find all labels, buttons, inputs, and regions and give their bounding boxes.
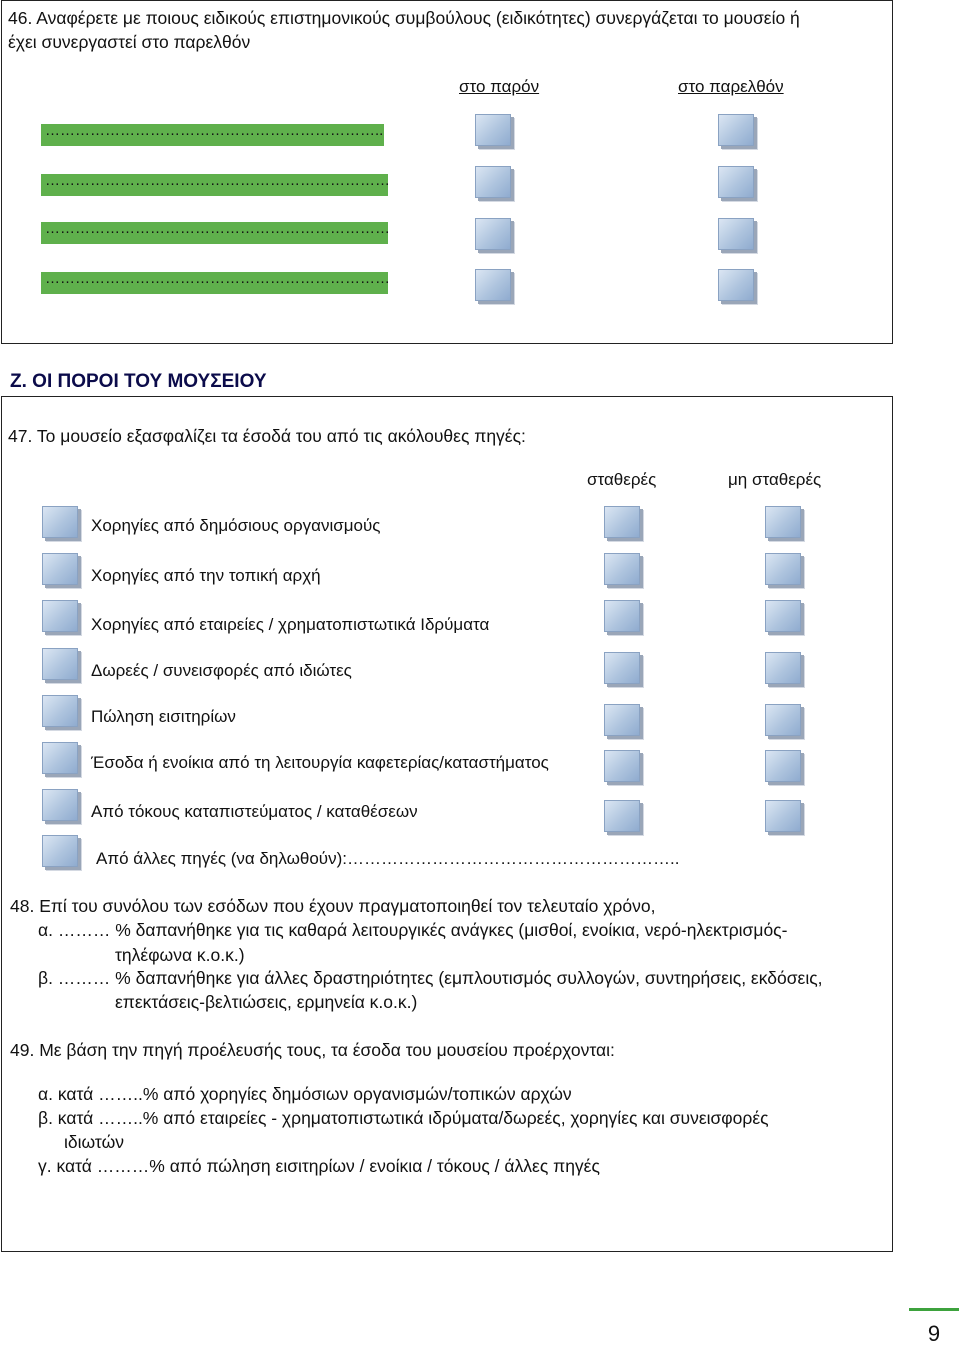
q47-fixed-checkbox-1[interactable] [604,506,640,538]
q46-blank-field-3[interactable]: …………………………………………………………… [41,222,388,244]
q49-item-a: α. κατά ……..% από χορηγίες δημόσιων οργανισμών/τοπικών αρχών [38,1084,572,1104]
q46-present-checkbox-4[interactable] [475,269,511,301]
q47-source-checkbox-6[interactable] [42,742,78,774]
q48-item-b-line1: β. ……… % δαπανήθηκε για άλλες δραστηριότητες (εμπλουτισμός συλλογών, συντηρήσεις, εκδόσεις, [38,968,823,988]
q47-nonfixed-checkbox-3[interactable] [765,600,801,632]
q47-nonfixed-checkbox-6[interactable] [765,750,801,782]
q47-source-checkbox-1[interactable] [42,506,78,538]
q46-col-past: στο παρελθόν [678,77,784,96]
section-heading: Ζ. ΟΙ ΠΟΡΟΙ ΤΟΥ ΜΟΥΣΕΙΟΥ [10,371,267,392]
q48-item-a-line1: α. ……… % δαπανήθηκε για τις καθαρά λειτουργικές ανάγκες (μισθοί, ενοίκια, νερό-ηλεκτρισμός- [38,920,788,940]
q48-item-b-line2: επεκτάσεις-βελτιώσεις, ερμηνεία κ.ο.κ.) [115,992,418,1012]
q47-source-label-6: Έσοδα ή ενοίκια από τη λειτουργία καφετερίας/καταστήματος [91,753,549,772]
q47-fixed-checkbox-4[interactable] [604,652,640,684]
q47-source-label-3: Χορηγίες από εταιρείες / χρηματοπιστωτικά Ιδρύματα [91,615,490,634]
q49-item-b-line2: ιδιωτών [64,1132,125,1152]
q47-source-label-2: Χορηγίες από την τοπική αρχή [91,566,321,585]
q49-item-b-line1: β. κατά ……..% από εταιρείες - χρηματοπιστωτικά ιδρύματα/δωρεές, χορηγίες και συνεισφορές [38,1108,769,1128]
q46-question-line2: έχει συνεργαστεί στο παρελθόν [8,32,251,52]
q46-present-checkbox-1[interactable] [475,114,511,146]
q47-nonfixed-checkbox-1[interactable] [765,506,801,538]
q46-past-checkbox-3[interactable] [718,218,754,250]
q46-past-checkbox-2[interactable] [718,166,754,198]
q47-source-label-1: Χορηγίες από δημόσιους οργανισμούς [91,516,381,535]
q47-col-fixed: σταθερές [587,470,657,489]
q47-col-nonfixed: μη σταθερές [728,470,822,489]
q47-fixed-checkbox-7[interactable] [604,800,640,832]
q46-past-checkbox-4[interactable] [718,269,754,301]
q46-question-line1: 46. Αναφέρετε με ποιους ειδικούς επιστημονικούς συμβούλους (ειδικότητες) συνεργάζεται το μουσείο ή [8,8,800,28]
q49-question: 49. Με βάση την πηγή προέλευσής τους, τα έσοδα του μουσείου προέρχονται: [10,1040,615,1060]
q46-present-checkbox-2[interactable] [475,166,511,198]
q47-source-checkbox-8[interactable] [42,835,78,867]
q47-fixed-checkbox-2[interactable] [604,553,640,585]
q47-question: 47. Το μουσείο εξασφαλίζει τα έσοδά του από τις ακόλουθες πηγές: [8,426,526,446]
q47-source-checkbox-3[interactable] [42,600,78,632]
q46-present-checkbox-3[interactable] [475,218,511,250]
q47-fixed-checkbox-5[interactable] [604,704,640,736]
q47-nonfixed-checkbox-2[interactable] [765,553,801,585]
q48-question: 48. Επί του συνόλου των εσόδων που έχουν πραγματοποιηθεί τον τελευταίο χρόνο, [10,896,656,916]
q47-nonfixed-checkbox-5[interactable] [765,704,801,736]
q47-source-checkbox-2[interactable] [42,553,78,585]
q47-source-checkbox-7[interactable] [42,789,78,821]
q47-source-checkbox-5[interactable] [42,695,78,727]
q47-source-label-5: Πώληση εισιτηρίων [91,707,236,726]
q46-col-present: στο παρόν [459,77,540,96]
q46-past-checkbox-1[interactable] [718,114,754,146]
q48-item-a-line2: τηλέφωνα κ.ο.κ.) [115,945,245,965]
q47-nonfixed-checkbox-7[interactable] [765,800,801,832]
q46-blank-field-2[interactable]: …………………………………………………………… [41,174,388,196]
q47-nonfixed-checkbox-4[interactable] [765,652,801,684]
q49-item-c: γ. κατά ………% από πώληση εισιτηρίων / ενοίκια / τόκους / άλλες πηγές [38,1156,600,1176]
q47-fixed-checkbox-3[interactable] [604,600,640,632]
page-number: 9 [909,1308,959,1357]
q46-blank-field-1[interactable]: ………………………………………………………….. [41,124,384,146]
q47-source-checkbox-4[interactable] [42,648,78,680]
q47-source-label-8: Από άλλες πηγές (να δηλωθούν):………………………………………………….. [96,849,680,868]
q47-source-label-7: Από τόκους καταπιστεύματος / καταθέσεων [91,802,418,821]
q47-fixed-checkbox-6[interactable] [604,750,640,782]
q47-source-label-4: Δωρεές / συνεισφορές από ιδιώτες [91,661,352,680]
q46-blank-field-4[interactable]: …………………………………………………………… [41,272,388,294]
